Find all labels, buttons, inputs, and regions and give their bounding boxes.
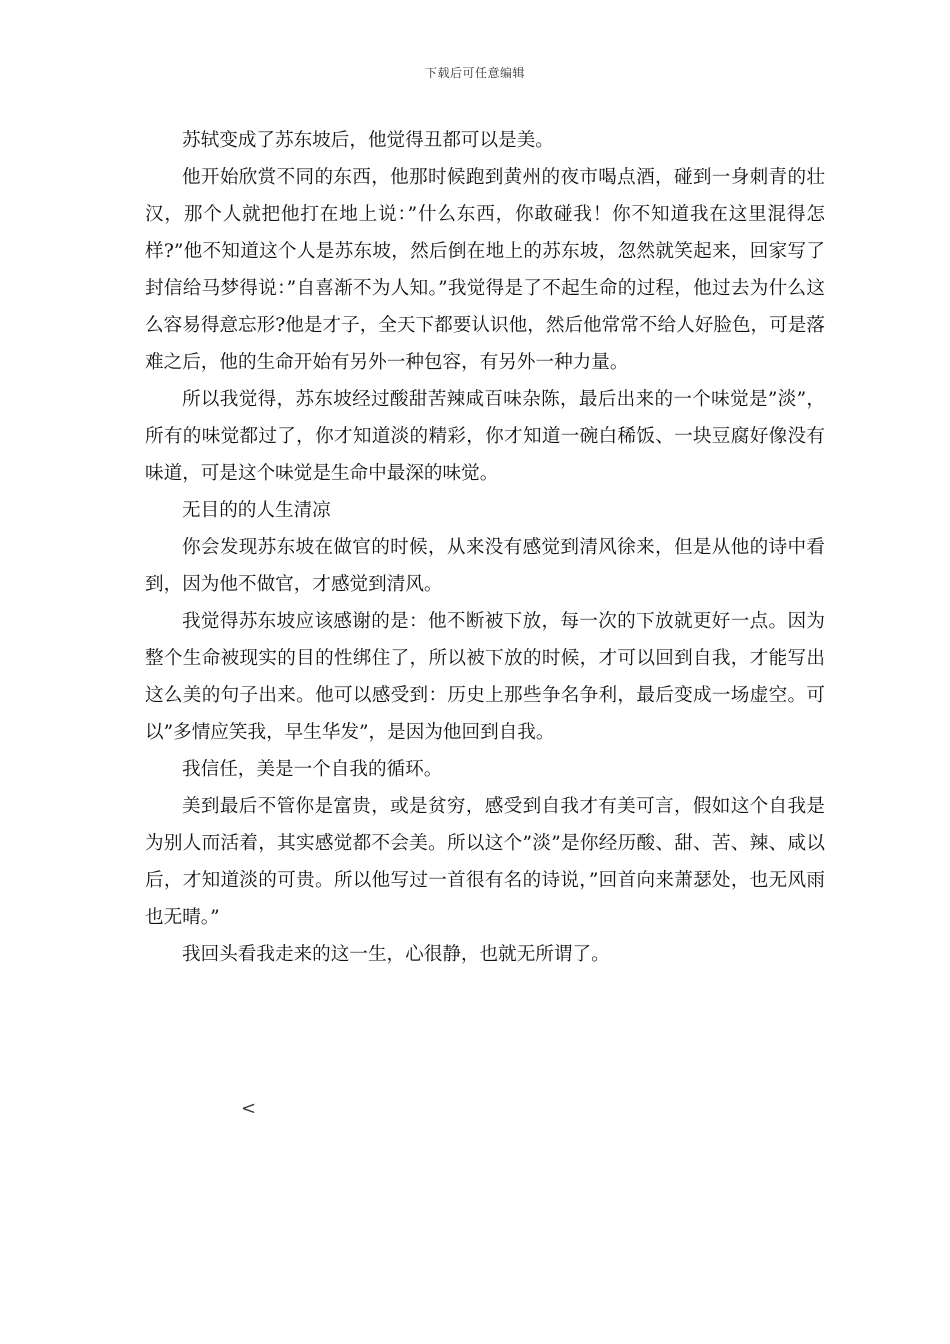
paragraph-5: 我觉得苏东坡应该感谢的是：他不断被下放，每一次的下放就更好一点。因为整个生命被现实的目的性绑住了，所以被下放的时候，才可以回到自我，才能写出这么美的句子出来。他可以感受到：历史上那些争名争利，最后变成一场虚空。可以”多情应笑我，早生华发”，是因为他回到自我。 (145, 611, 825, 743)
paragraph-7: 美到最后不管你是富贵，或是贫穷，感受到自我才有美可言，假如这个自我是为别人而活着，其实感觉都不会美。所以这个”淡”是你经历酸、甜、苦、辣、咸以后，才知道淡的可贵。所以他写过一首很有名的诗说，”回首向来萧瑟处，也无风雨也无晴。” (145, 796, 825, 928)
paragraph-8: 我回头看我走来的这一生，心很静，也就无所谓了。 (182, 944, 610, 965)
page-header: 下载后可任意编辑 (424, 66, 525, 80)
paragraph-1: 苏轼变成了苏东坡后，他觉得丑都可以是美。 (182, 130, 554, 151)
paragraph-3: 所以我觉得，苏东坡经过酸甜苦辣咸百味杂陈，最后出来的一个味觉是”淡”，所有的味觉都过了，你才知道淡的精彩，你才知道一碗白稀饭、一块豆腐好像没有味道，可是这个味觉是生命中最深的味觉。 (145, 389, 825, 484)
stray-mark: < (241, 1098, 257, 1119)
document-body (145, 122, 825, 973)
section-heading: 无目的的人生清凉 (182, 500, 331, 521)
paragraph-2: 他开始欣赏不同的东西，他那时候跑到黄州的夜市喝点酒，碰到一身刺青的壮汉，那个人就把他打在地上说：”什么东西，你敢碰我！你不知道我在这里混得怎样?”他不知道这个人是苏东坡，然后倒在地上的苏东坡，忽然就笑起来，回家写了封信给马梦得说：”自喜渐不为人知。”我觉得是了不起生命的过程，他过去为什么这么容易得意忘形?他是才子，全天下都要认识他，然后他常常不给人好脸色，可是落难之后，他的生命开始有另外一种包容，有另外一种力量。 (145, 167, 825, 373)
paragraph-4: 你会发现苏东坡在做官的时候，从来没有感觉到清风徐来，但是从他的诗中看到，因为他不做官，才感觉到清风。 (145, 537, 825, 595)
paragraph-6: 我信任，美是一个自我的循环。 (182, 759, 443, 780)
